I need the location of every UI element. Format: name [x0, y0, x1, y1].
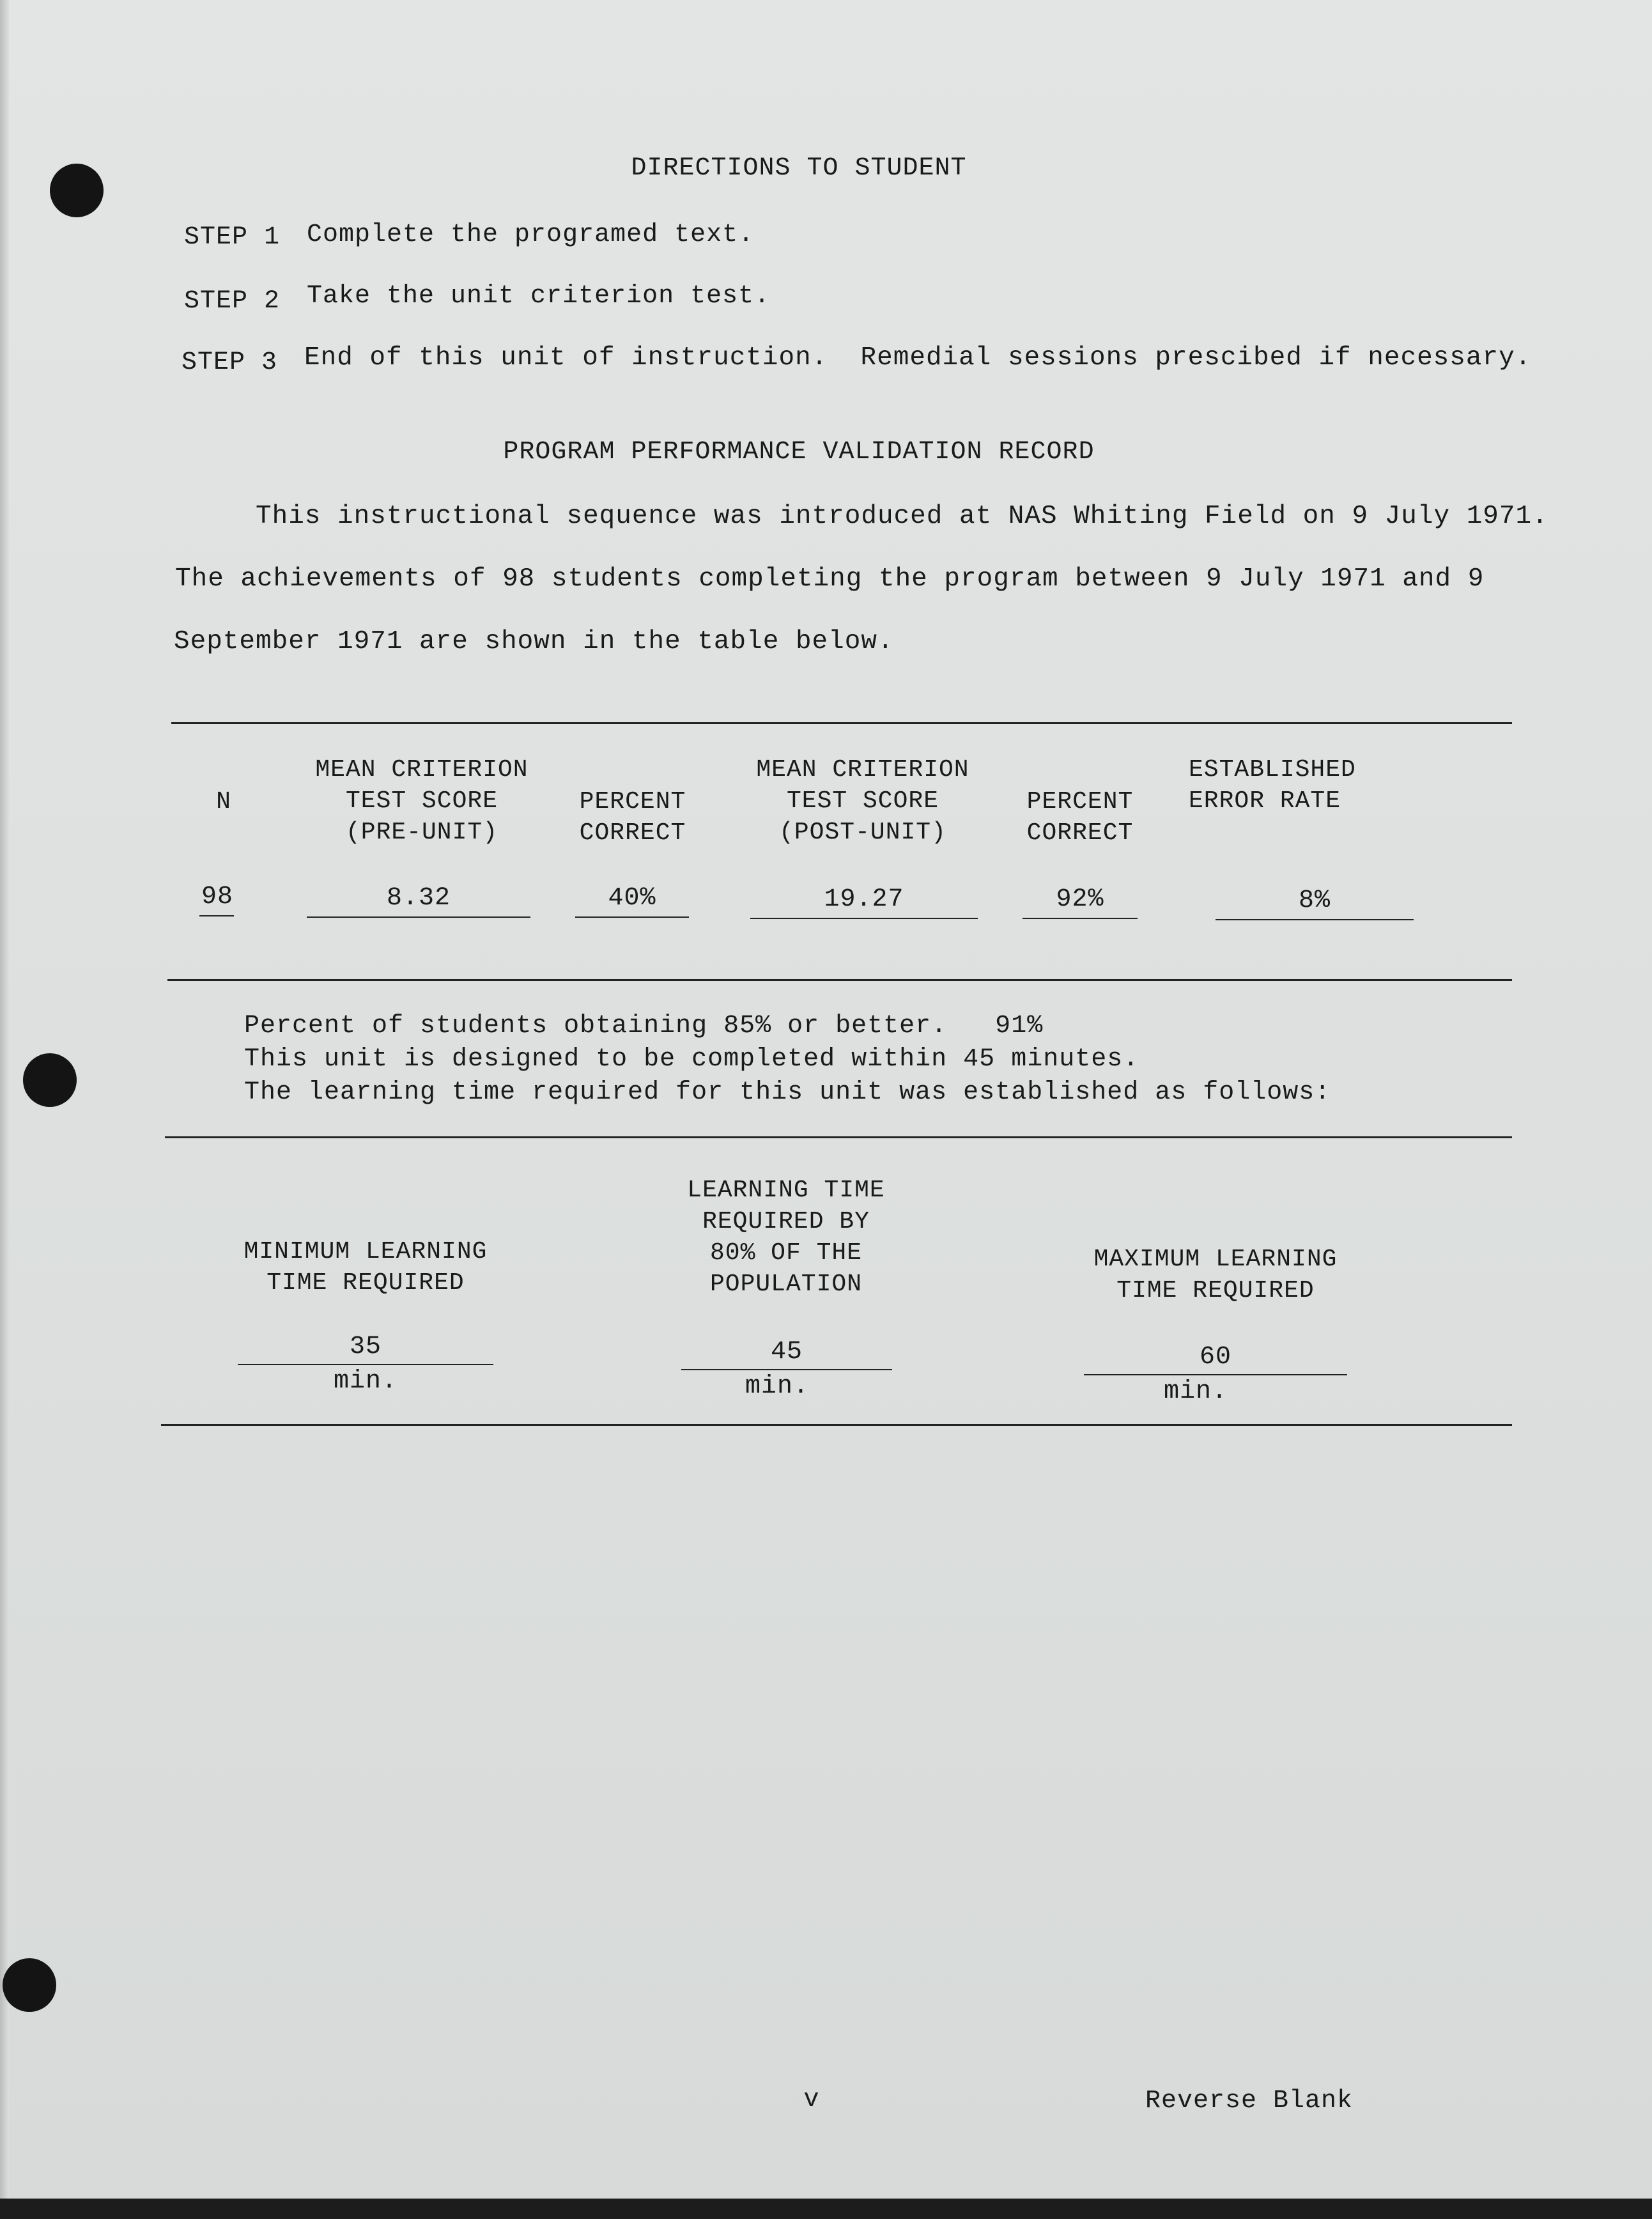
maximum-learning-time-value: 60 [1199, 1343, 1231, 1372]
value-n: 98 [201, 883, 233, 911]
step-2-text: Take the unit criterion test. [307, 282, 771, 311]
maximum-learning-time-underline [1084, 1374, 1347, 1375]
maximum-learning-time-label: MAXIMUM LEARNING TIME REQUIRED [1093, 1246, 1338, 1304]
table-bottom-rule [167, 979, 1512, 981]
header-post-unit-score: MEAN CRITERION TEST SCORE (POST-UNIT) [756, 756, 969, 846]
note-percent-85: Percent of students obtaining 85% or better. 91% [244, 1012, 1044, 1040]
directions-title: DIRECTIONS TO STUDENT [631, 154, 967, 183]
page-left-edge [0, 0, 9, 2219]
header-post-unit-percent: PERCENT CORRECT [1026, 788, 1134, 847]
value-post-unit-score: 19.27 [824, 885, 904, 914]
step-1-text: Complete the programed text. [307, 220, 755, 249]
minimum-learning-time-underline [238, 1364, 493, 1365]
population-learning-time-unit: min. [745, 1372, 809, 1401]
learning-time-bottom-rule [161, 1424, 1512, 1426]
population-learning-time-label: LEARNING TIME REQUIRED BY 80% OF THE POPULATION [687, 1177, 885, 1298]
learning-time-top-rule [165, 1136, 1512, 1138]
note-learning-time-intro: The learning time required for this unit was established as follows: [244, 1078, 1331, 1107]
record-paragraph-line-2: The achievements of 98 students completing the program between 9 July 1971 and 9 [175, 564, 1485, 594]
step-2-label: STEP 2 [184, 287, 281, 316]
value-pre-unit-score-underline [307, 916, 530, 918]
value-error-rate: 8% [1298, 886, 1331, 915]
minimum-learning-time-value: 35 [349, 1333, 382, 1361]
step-1-label: STEP 1 [184, 223, 281, 252]
population-learning-time-value: 45 [770, 1338, 803, 1366]
reverse-blank-note: Reverse Blank [1145, 2087, 1354, 2115]
note-designed-time: This unit is designed to be completed within 45 minutes. [244, 1045, 1139, 1074]
record-paragraph-line-3: September 1971 are shown in the table below. [174, 627, 894, 656]
record-title: PROGRAM PERFORMANCE VALIDATION RECORD [503, 438, 1095, 467]
maximum-learning-time-unit: min. [1163, 1377, 1228, 1406]
value-post-unit-percent-underline [1023, 918, 1138, 919]
population-learning-time-underline [681, 1369, 892, 1370]
value-pre-unit-percent: 40% [608, 884, 656, 913]
page-number: v [803, 2085, 820, 2114]
punch-hole-bottom [3, 1958, 56, 2012]
record-paragraph-line-1: This instructional sequence was introduced at NAS Whiting Field on 9 July 1971. [256, 502, 1548, 531]
header-pre-unit-score: MEAN CRITERION TEST SCORE (PRE-UNIT) [315, 756, 529, 846]
value-pre-unit-percent-underline [575, 916, 689, 918]
table-top-rule [171, 722, 1512, 724]
step-3-text: End of this unit of instruction. Remedial sessions prescibed if necessary. [304, 343, 1532, 373]
punch-hole-middle [23, 1053, 77, 1107]
value-pre-unit-score: 8.32 [386, 884, 451, 913]
value-n-underline [199, 915, 234, 916]
value-post-unit-percent: 92% [1056, 885, 1104, 914]
minimum-learning-time-unit: min. [333, 1367, 398, 1396]
value-post-unit-score-underline [750, 918, 978, 919]
header-error-rate: ESTABLISHED ERROR RATE [1189, 756, 1356, 815]
page-bottom-edge [0, 2199, 1652, 2219]
punch-hole-top [50, 164, 104, 217]
header-n: N [216, 788, 231, 816]
value-error-rate-underline [1216, 919, 1414, 920]
header-pre-unit-percent: PERCENT CORRECT [579, 788, 686, 847]
minimum-learning-time-label: MINIMUM LEARNING TIME REQUIRED [243, 1238, 488, 1297]
step-3-label: STEP 3 [181, 348, 278, 377]
